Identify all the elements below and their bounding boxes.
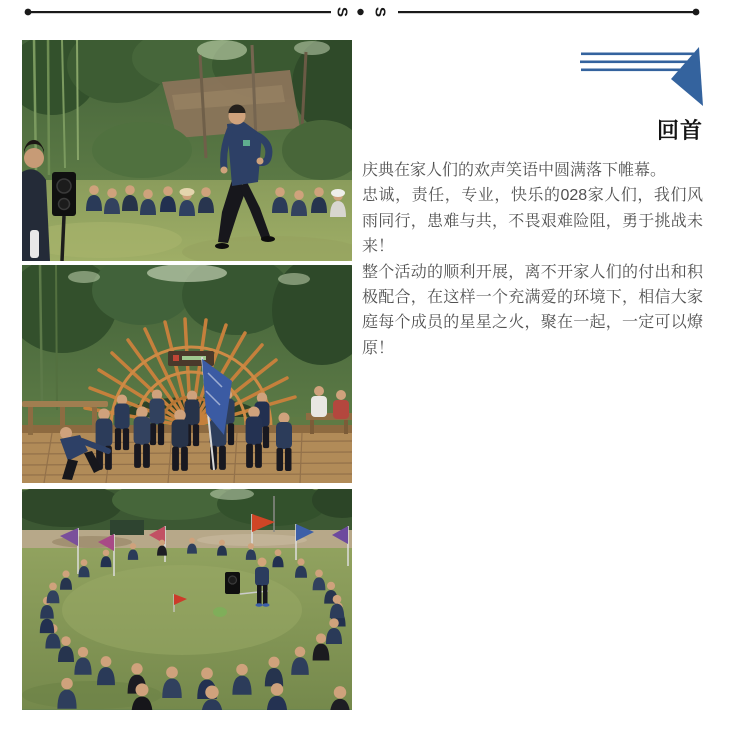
top-divider <box>0 0 736 26</box>
divider-ornament-left: S <box>333 6 351 18</box>
article-body <box>362 158 703 361</box>
divider-line <box>25 6 700 18</box>
photo-trainer-speaking <box>22 40 352 261</box>
photo-sitting-circle <box>22 489 352 710</box>
divider-ornament-right: S <box>371 6 389 18</box>
paragraph-closing-ceremony: 庆典在家人们的欢声笑语中圆满落下帷幕。 <box>362 162 667 179</box>
photo-group-pose-gate <box>22 265 352 483</box>
blue-arrow-icon <box>578 45 706 109</box>
photo-group-pose-gate-illustration <box>22 265 352 483</box>
paragraph-gratitude: 整个活动的顺利开展，离不开家人们的付出和积极配合，在这样一个充满爱的环境下，相信大家庭每个成员的星星之火，聚在一起，一定可以燎原！ <box>362 263 703 357</box>
article-heading: 回首 <box>656 118 703 143</box>
photo-trainer-speaking-illustration <box>22 40 352 261</box>
photo-sitting-circle-illustration <box>22 489 352 710</box>
paragraph-team-spirit: 忠诚，责任，专业，快乐的028家人们，我们风雨同行，患难与共，不畏艰难险阻，勇于挑战未来！ <box>362 187 703 256</box>
